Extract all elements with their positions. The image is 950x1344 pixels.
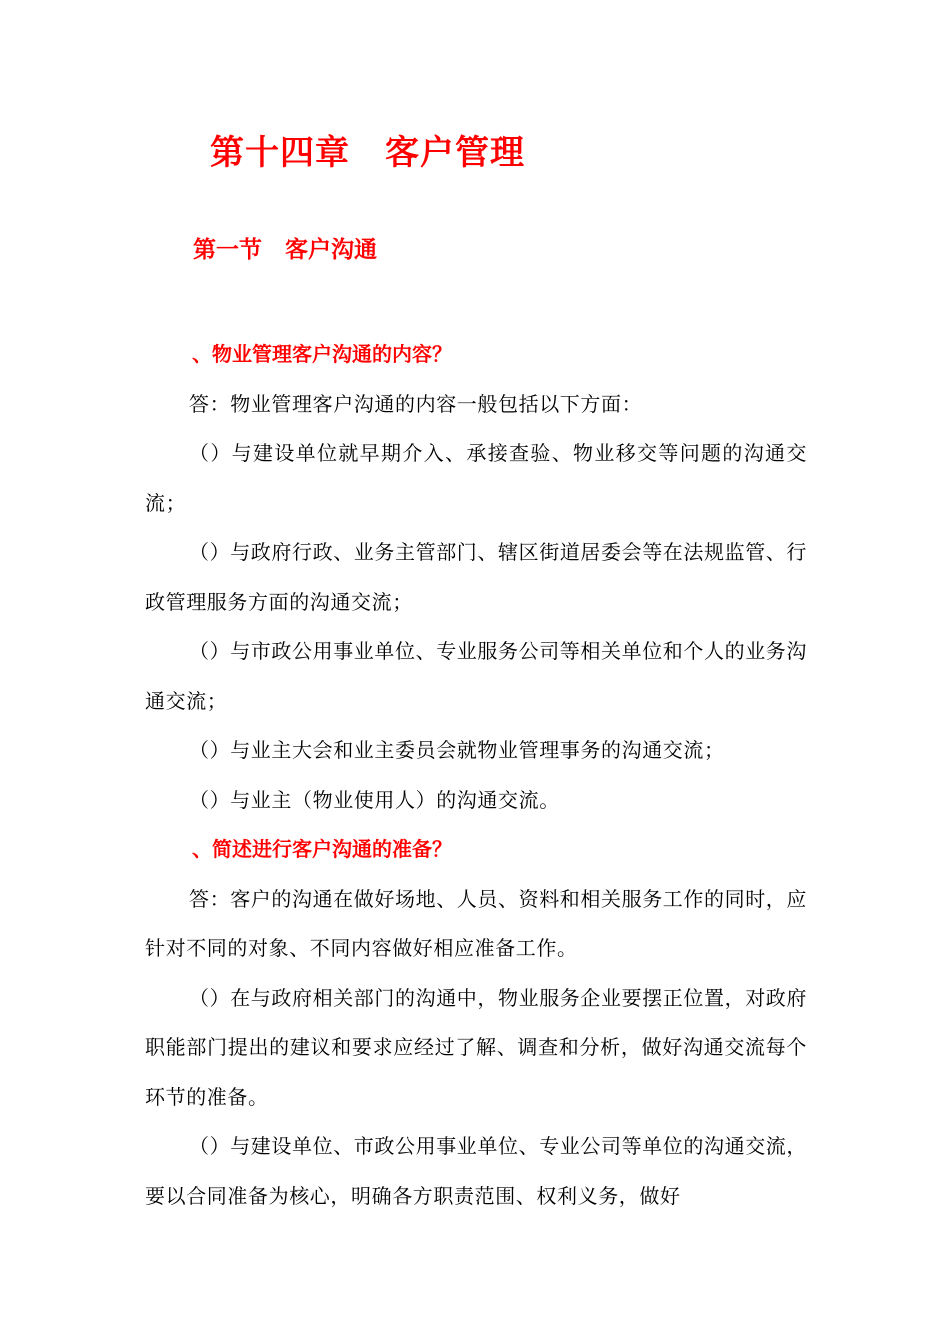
chapter-title: 第十四章 客户管理 [210,133,525,173]
question-1-item-4: （）与业主大会和业主委员会就物业管理事务的沟通交流； [189,738,725,762]
question-2-item-1: （）在与政府相关部门的沟通中，物业服务企业要摆正位置，对政府职能部门提出的建议和要求应经过了解、调查和分析，做好沟通交流每个环节的准备。 [145,985,807,1109]
question-1-answer: 答：物业管理客户沟通的内容一般包括以下方面： [189,391,643,416]
question-1-item-1: （）与建设单位就早期介入、承接查验、物业移交等问题的沟通交流； [145,441,807,515]
question-1-item-5: （）与业主（物业使用人）的沟通交流。 [189,787,560,812]
question-2-answer: 答：客户的沟通在做好场地、人员、资料和相关服务工作的同时，应针对不同的对象、不同内容做好相应准备工作。 [145,886,807,960]
question-1-item-3: （）与市政公用事业单位、专业服务公司等相关单位和个人的业务沟通交流； [145,639,807,713]
document-body [145,330,807,1221]
question-1-heading: 、物业管理客户沟通的内容？ [192,342,452,366]
section-title: 第一节 客户沟通 [193,236,377,263]
question-1-item-2: （）与政府行政、业务主管部门、辖区街道居委会等在法规监管、行政管理服务方面的沟通交流； [145,540,807,614]
question-2-heading: 、简述进行客户沟通的准备？ [192,837,452,861]
question-2-item-2: （）与建设单位、市政公用事业单位、专业公司等单位的沟通交流，要以合同准备为核心，明确各方职责范围、权利义务，做好 [145,1134,807,1208]
